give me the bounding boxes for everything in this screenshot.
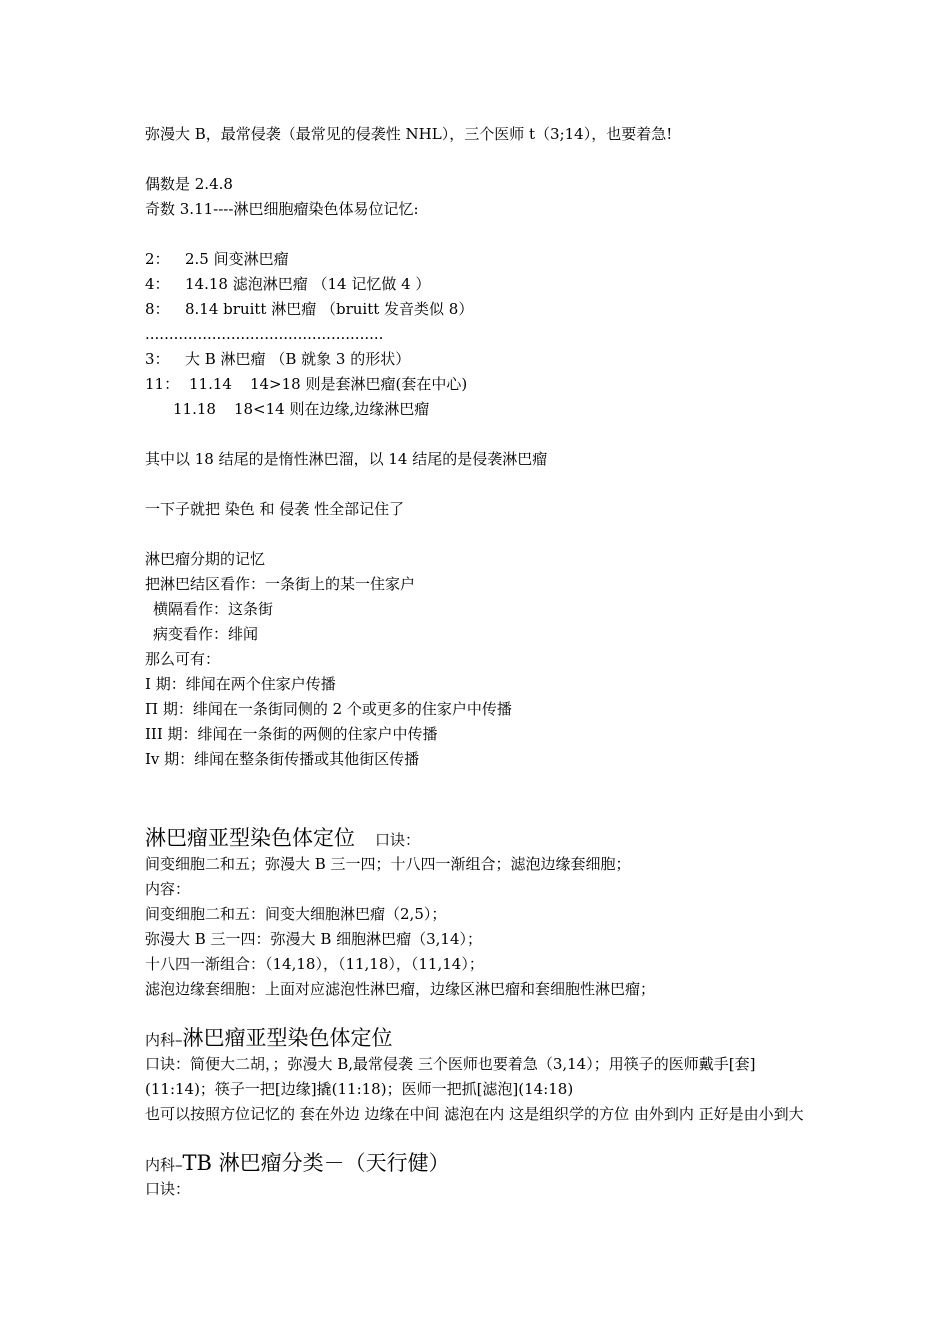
row-value: 8.14 bruitt 淋巴瘤 （bruitt 发音类似 8） [185, 300, 474, 318]
text-line: Π 期：绯闻在一条街同侧的 2 个或更多的住家户中传播 [145, 700, 512, 718]
row-value: 18<14 则在边缘,边缘淋巴瘤 [233, 400, 430, 418]
heading-prefix: 内科– [145, 1031, 183, 1049]
row-value: 2.5 间变淋巴瘤 [185, 250, 289, 268]
mnemonic-row [145, 372, 810, 397]
text-line: 那么可有： [145, 650, 221, 668]
row-key: 8： [145, 300, 170, 318]
paragraph: 口诀：简便大二胡，；弥漫大 B,最常侵袭 三个医师也要着急（3,14）；用筷子的医师戴手[套](11:14)；筷子一把[边缘]撬(11:18)；医师一把抓[滤泡](14:18) [145, 1055, 756, 1098]
row-value: 11.14 [189, 375, 232, 393]
heading-suffix: 口诀： [375, 831, 421, 849]
text-line: 间变细胞二和五：间变大细胞淋巴瘤（2,5）； [145, 905, 447, 923]
mnemonic-row [145, 347, 810, 372]
text-line: 十八四一渐组合：（14,18），（11,18），（11,14）； [145, 955, 484, 973]
section-heading [145, 824, 810, 852]
text-line: Iv 期：绯闻在整条街传播或其他街区传播 [145, 750, 420, 768]
text-line: 其中以 18 结尾的是惰性淋巴溜，以 14 结尾的是侵袭淋巴瘤 [145, 450, 548, 468]
text-line: 间变细胞二和五；弥漫大 B 三一四；十八四一渐组合；滤泡边缘套细胞； [145, 855, 631, 873]
text-line: 奇数 3.11----淋巴细胞瘤染色体易位记忆: [145, 200, 419, 218]
text-line: III 期：绯闻在一条街的两侧的住家户中传播 [145, 725, 438, 743]
row-value: 11.18 [173, 400, 216, 418]
text-line: 淋巴瘤分期的记忆 [145, 550, 266, 568]
paragraph: 也可以按照方位记忆的 套在外边 边缘在中间 滤泡在内 这是组织学的方位 由外到内 正好是由小到大 [145, 1105, 804, 1123]
document-page [145, 122, 810, 1202]
heading-text: 淋巴瘤亚型染色体定位 [182, 1026, 393, 1050]
row-value: 大 B 淋巴瘤 （B 就象 3 的形状） [185, 350, 411, 368]
text-line: 弥漫大 B 三一四：弥漫大 B 细胞淋巴瘤（3,14）； [145, 930, 483, 948]
mnemonic-row [145, 272, 810, 297]
text-line: I 期：绯闻在两个住家户传播 [145, 675, 336, 693]
text-line: 滤泡边缘套细胞：上面对应滤泡性淋巴瘤，边缘区淋巴瘤和套细胞性淋巴瘤； [145, 980, 656, 998]
mnemonic-row [145, 397, 810, 422]
heading-text: TB 淋巴瘤分类－（天行健） [182, 1151, 450, 1175]
row-value: 14>18 则是套淋巴瘤(套在中心) [249, 375, 468, 393]
text-line: 把淋巴结区看作：一条街上的某一住家户 [145, 575, 416, 593]
mnemonic-row [145, 297, 810, 322]
row-key: 4： [145, 275, 170, 293]
row-key: 3： [145, 350, 170, 368]
row-value: 14.18 滤泡淋巴瘤 （14 记忆做 4 ） [185, 275, 431, 293]
text-line: 偶数是 2.4.8 [145, 175, 233, 193]
mnemonic-row [145, 247, 810, 272]
text-line: 内容： [145, 880, 191, 898]
dotted-separator: .................................................. [145, 325, 384, 343]
text-line: 弥漫大 B，最常侵袭（最常见的侵袭性 NHL），三个医师 t（3;14），也要着急! [145, 125, 673, 143]
text-line: 一下子就把 染色 和 侵袭 性全部记住了 [145, 500, 405, 518]
heading-text: 淋巴瘤亚型染色体定位 [145, 826, 355, 850]
row-key: 2： [145, 250, 170, 268]
section-heading [145, 1149, 810, 1177]
row-key: 11： [145, 375, 180, 393]
text-line: 横隔看作：这条街 [153, 600, 274, 618]
text-line: 口诀： [145, 1180, 191, 1198]
section-heading [145, 1024, 810, 1052]
heading-prefix: 内科– [145, 1156, 183, 1174]
text-line: 病变看作：绯闻 [153, 625, 259, 643]
